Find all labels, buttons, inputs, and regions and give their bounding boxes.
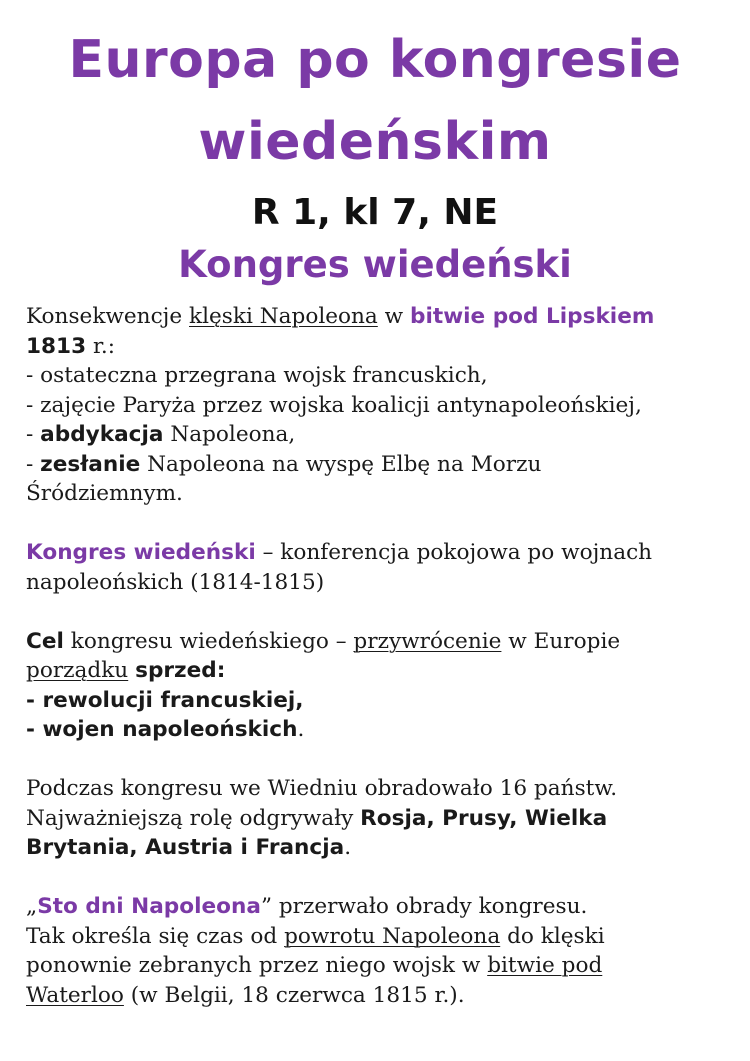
list-item: - zajęcie Paryża przez wojska koalicji antynapoleońskiej, bbox=[26, 392, 642, 418]
congress-goal: Cel kongresu wiedeńskiego – przywrócenie w Europie bbox=[26, 628, 621, 654]
page-title-line-1: Europa po kongresie bbox=[68, 30, 682, 90]
list-item: - wojen napoleońskich. bbox=[26, 717, 305, 742]
defeat-term: klęski Napoleona bbox=[189, 304, 378, 329]
congress-definition: Kongres wiedeński – konferencja pokojowa po wojnach bbox=[26, 540, 653, 565]
consequences-intro: Konsekwencje klęski Napoleona w bitwie pod Lipskiem bbox=[26, 304, 655, 329]
lesson-code: R 1, kl 7, NE bbox=[251, 192, 499, 233]
list-item: - zesłanie Napoleona na wyspę Elbę na Morzu bbox=[26, 451, 542, 477]
hundred-days: „Sto dni Napoleona” przerwało obrady kongresu. bbox=[26, 894, 588, 919]
list-item: - abdykacja Napoleona, bbox=[26, 422, 296, 447]
congress-states: Podczas kongresu we Wiedniu obradowało 16 państw. bbox=[26, 776, 618, 801]
battle-leipzig: bitwie pod Lipskiem bbox=[410, 304, 655, 329]
year-1813: 1813 bbox=[26, 333, 87, 359]
notes-body: Konsekwencje klęski Napoleona w bitwie pod Lipskiem 1813 r.: - ostateczna przegrana wojsk francuskich, - zajęcie Paryża przez wojska koalicji antynapoleońskiej, - abdykacja Napoleona, - zesłanie Napoleona na wyspę Elbę na Morzu Śródziemnym. Kongres wiedeński – konferencja pokojowa po wojnach napoleońskich (1814-1815) Cel kongresu wiedeńskiego – przywrócenie w Europie porządku sprzed: - rewolucji francuskiej, - wojen napoleońskich. Podczas kongresu we Wiedniu obradowało 16 państw. Najważniejszą rolę odgrywały Rosja, Prusy, Wielka Brytania, Austria i Francja. „Sto dni Napoleona” przerwało obrady kongresu. Tak określa się czas od powrotu Napoleona do klęski ponownie zebranych przez niego wojsk w bitwie pod Waterloo (w Belgii, 18 czerwca 1815 r.). bbox=[26, 302, 730, 1010]
list-item: - rewolucji francuskiej, bbox=[26, 687, 304, 713]
page-title-line-2: wiedeńskim bbox=[198, 112, 552, 172]
list-item: - ostateczna przegrana wojsk francuskich, bbox=[26, 363, 488, 388]
section-title: Kongres wiedeński bbox=[178, 243, 572, 286]
